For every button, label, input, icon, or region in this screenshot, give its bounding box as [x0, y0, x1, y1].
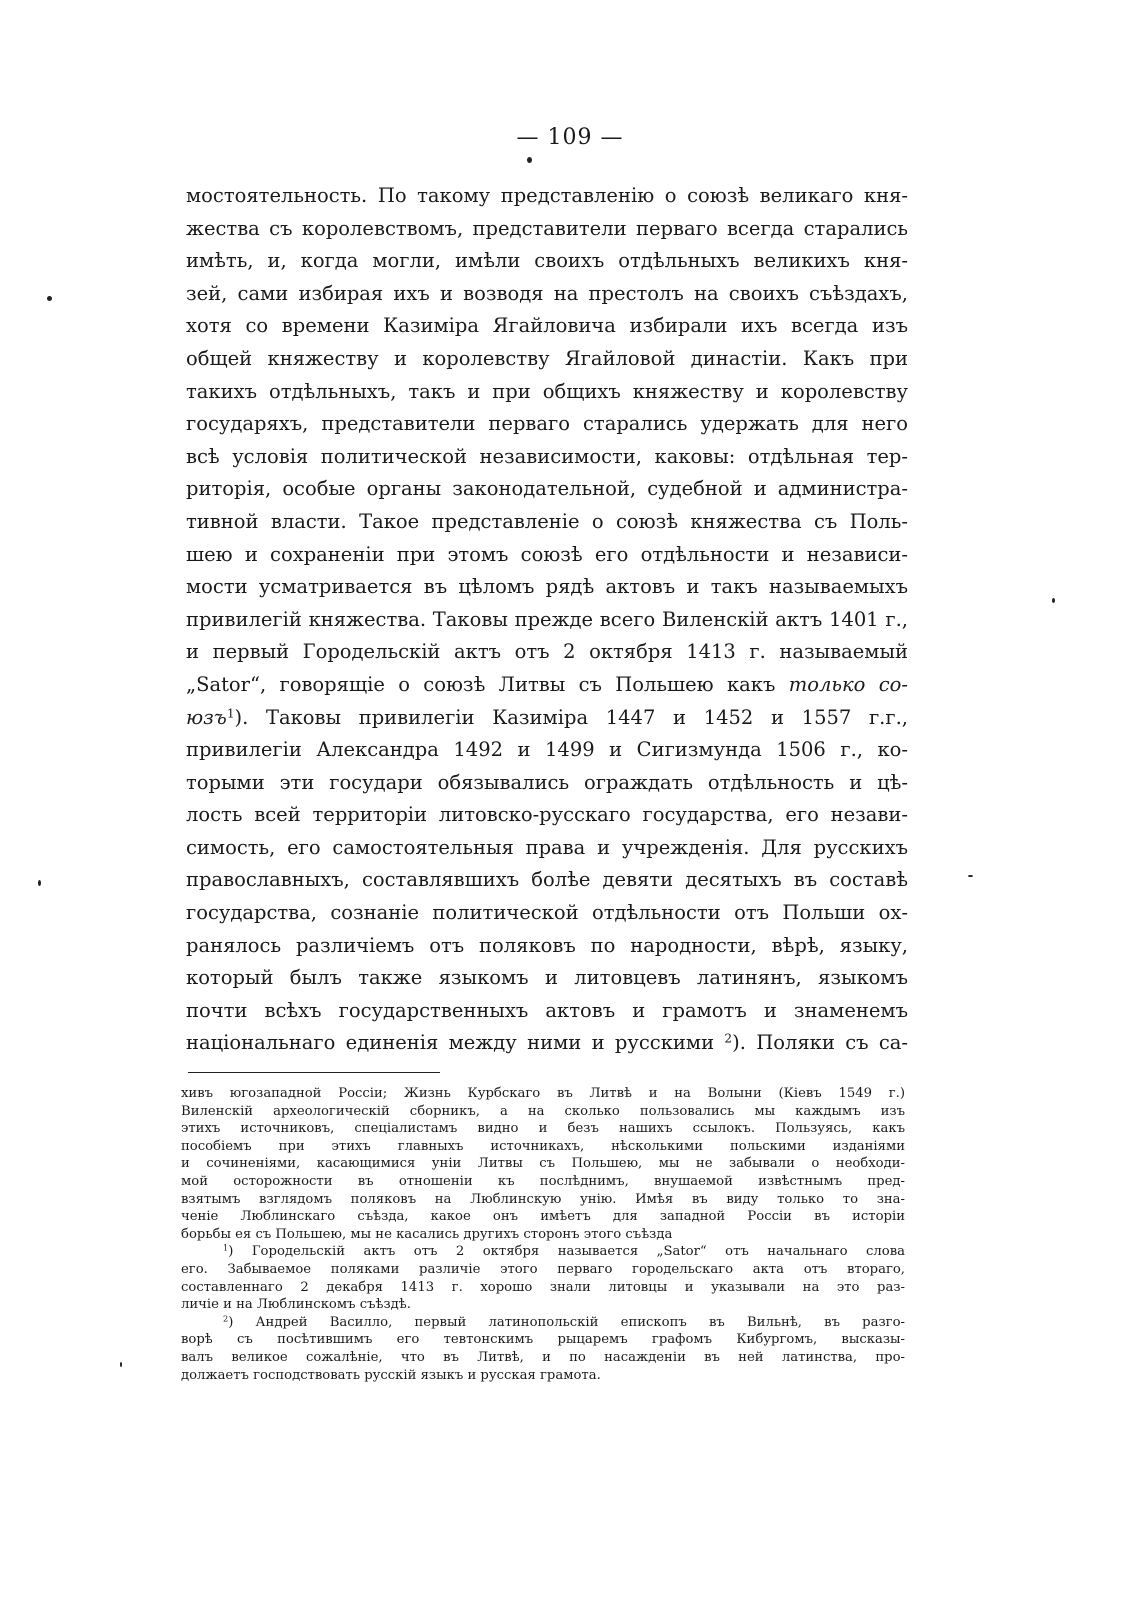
body-text-line-italic: только со-: [788, 672, 908, 696]
scan-speck: [1052, 598, 1055, 603]
footnote-line: ворѣ съ посѣтившимъ его тевтонскимъ рыцаремъ графомъ Кибургомъ, высказы-: [181, 1332, 905, 1348]
body-text-line: зей, сами избирая ихъ и возводя на престолъ на своихъ съѣздахъ,: [186, 281, 908, 305]
body-text-line: [186, 669, 908, 702]
footnote-line: мой осторожности въ отношеніи къ послѣднимъ, внушаемой извѣстнымъ пред-: [181, 1173, 905, 1189]
footnote-line-after: ) Городельскій актъ отъ 2 октября называется „Sator“ отъ начальнаго слова: [228, 1244, 905, 1260]
footnote-line-sup: 1: [223, 1243, 229, 1253]
footnote-line-sup: 2: [223, 1313, 229, 1324]
body-text-line: шею и сохраненіи при этомъ союзѣ его отдѣльности и независи-: [186, 542, 908, 566]
footnote-line: ченіе Люблинскаго съѣзда, какое онъ имѣетъ для западной Россіи въ исторіи: [181, 1209, 905, 1225]
body-text-line: торыми эти государи обязывались ограждать отдѣльность и цѣ-: [186, 770, 908, 794]
scan-speck: [38, 880, 41, 886]
footnote-line: этихъ источниковъ, спеціалистамъ видно и безъ нашихъ ссылокъ. Пользуясь, какъ: [181, 1121, 905, 1137]
body-text-line-after: ). Таковы привилегіи Казиміра 1447 и 1452 и 1557 г.г.,: [234, 705, 908, 729]
body-text-line: который былъ также языкомъ и литовцевъ латинянъ, языкомъ: [186, 966, 908, 990]
body-text-line: православныхъ, составлявшихъ болѣе девяти десятыхъ въ составѣ: [186, 868, 908, 892]
footnote-line: составленнаго 2 декабря 1413 г. хорошо знали литовцы и указывали на это раз-: [181, 1279, 905, 1295]
body-text-line-after: ). Поляки съ са-: [732, 1031, 908, 1055]
footnote-line: взятымъ взглядомъ поляковъ на Люблинскую унію. Имѣя въ виду только то зна-: [181, 1191, 905, 1207]
body-text-line: риторія, особые органы законодательной, судебной и администра-: [186, 477, 908, 501]
footnote-line: валъ великое сожалѣніе, что въ Литвѣ, и по насажденіи въ ней латинства, про-: [181, 1349, 905, 1365]
body-text-line-before: „Sator“, говорящіе о союзѣ Литвы съ Польшею какъ: [186, 672, 789, 696]
footnote-line: [181, 1243, 905, 1261]
footnote-line-after: ) Андрей Василло, первый латинопольскій епископъ въ Вильнѣ, въ разго-: [228, 1314, 905, 1330]
main-text-block: [186, 180, 908, 1060]
footnote-block: [181, 1085, 905, 1384]
body-text-line: привилегій княжества. Таковы прежде всего Виленскій актъ 1401 г.,: [186, 607, 908, 631]
body-text-line-sup: 2: [724, 1031, 733, 1046]
scan-speck: [968, 875, 973, 877]
body-text-line: такихъ отдѣльныхъ, такъ и при общихъ княжеству и королевству: [186, 379, 908, 403]
body-text-line: [186, 702, 908, 735]
footnote-line: [181, 1314, 905, 1332]
scan-speck: [47, 296, 52, 301]
page-number: — 109 —: [516, 125, 624, 150]
footnote-line: и сочиненіями, касающимися уніи Литвы съ Польшею, мы не забывали о необходи-: [181, 1156, 905, 1172]
footnote-rule: [188, 1072, 440, 1073]
body-text-line: и первый Городельскій актъ отъ 2 октября 1413 г. называемый: [186, 640, 908, 664]
body-text-line: мостоятельность. По такому представленію о союзѣ великаго кня-: [186, 184, 908, 207]
footnote-line: пособіемъ при этихъ главныхъ источникахъ, нѣсколькими польскими изданіями: [181, 1138, 905, 1154]
body-text-line: хотя со времени Казиміра Ягайловича избирали ихъ всегда изъ: [186, 314, 908, 338]
body-text-line: [186, 1027, 908, 1060]
footnote-line: личіе и на Люблинскомъ съѣздѣ.: [181, 1297, 411, 1313]
body-text-line: жества съ королевствомъ, представители перваго всегда старались: [186, 216, 908, 240]
body-text-line: ранялось различіемъ отъ поляковъ по народности, вѣрѣ, языку,: [186, 933, 908, 957]
footnote-line: Виленскій археологическій сборникъ, а на сколько пользовались мы каждымъ изъ: [181, 1103, 905, 1119]
body-text-line: тивной власти. Такое представленіе о союзѣ княжества съ Поль-: [186, 509, 908, 533]
body-text-line: почти всѣхъ государственныхъ актовъ и грамотъ и знаменемъ: [186, 998, 908, 1022]
body-text-line: привилегіи Александра 1492 и 1499 и Сигизмунда 1506 г., ко-: [186, 738, 908, 762]
footnote-line: должаетъ господствовать русскій языкъ и русская грамота.: [181, 1367, 601, 1383]
footnote-line: борьбы ея съ Польшею, мы не касались другихъ сторонъ этого съѣзда: [181, 1226, 673, 1242]
body-text-line: симость, его самостоятельныя права и учрежденія. Для русскихъ: [186, 835, 908, 859]
body-text-line: государства, сознаніе политической отдѣльности отъ Польши ох-: [186, 901, 908, 925]
body-text-line-italic: юзъ: [186, 705, 227, 729]
body-text-line: всѣ условія политической независимости, каковы: отдѣльная тер-: [186, 444, 908, 468]
body-text-line: общей княжеству и королевству Ягайловой династіи. Какъ при: [186, 346, 908, 370]
footnote-line: его. Забываемое поляками различіе этого перваго городельскаго акта отъ втораго,: [181, 1261, 905, 1277]
scan-speck: [527, 157, 532, 163]
body-text-line-sup: 1: [226, 705, 235, 720]
body-text-line: лость всей территоріи литовско-русскаго государства, его незави-: [186, 803, 908, 827]
footnote-line: хивъ югозападной Россіи; Жизнь Курбскаго въ Литвѣ и на Волыни (Кіевъ 1549 г.): [181, 1086, 905, 1101]
body-text-line: мости усматривается въ цѣломъ рядѣ актовъ и такъ называемыхъ: [186, 575, 908, 599]
body-text-line-before: національнаго единенія между ними и русскими: [186, 1031, 725, 1055]
body-text-line: государяхъ, представители перваго старались удержать для него: [186, 412, 908, 436]
scan-speck: [120, 1362, 122, 1367]
body-text-line: имѣть, и, когда могли, имѣли своихъ отдѣльныхъ великихъ кня-: [186, 249, 908, 273]
